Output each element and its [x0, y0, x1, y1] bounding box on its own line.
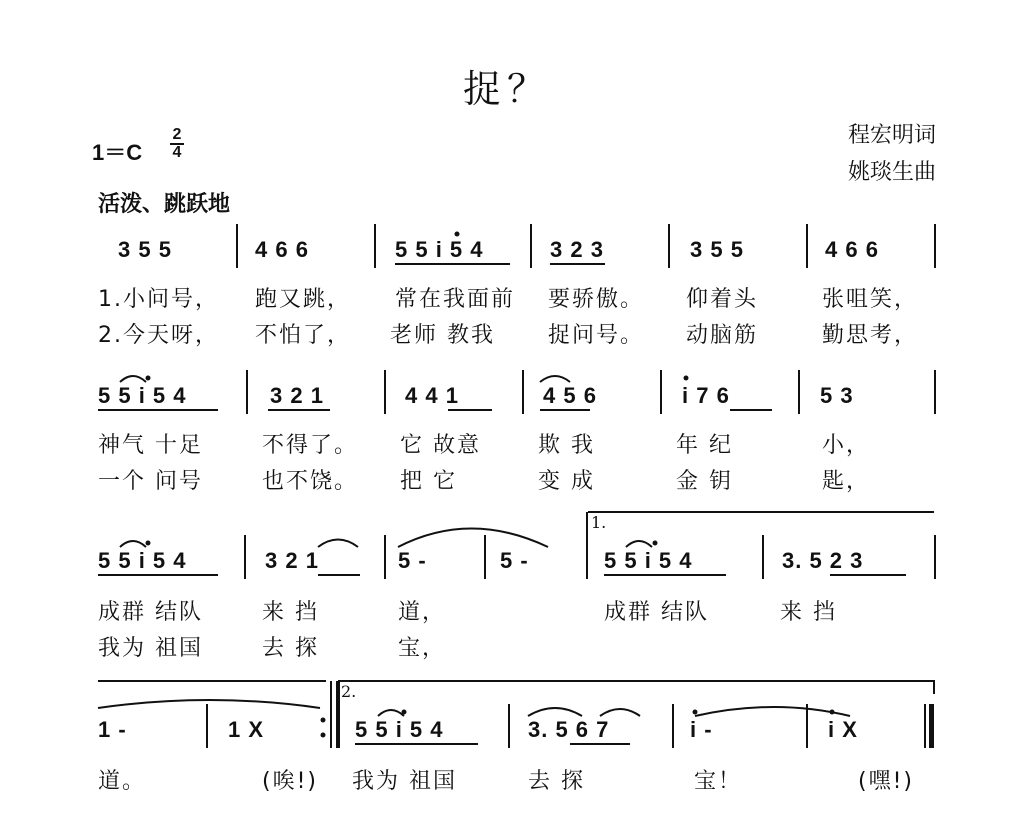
- s2-v1-lyric-6: 小，: [822, 433, 871, 458]
- s1-v2-lyric-6: 勤思考，: [822, 323, 919, 348]
- slur: [318, 540, 358, 548]
- s3-v1-lyric-3: 道，: [398, 600, 447, 625]
- s3-v1-lyric-1: 成群 结队: [98, 600, 203, 625]
- s4-lyric-2: (唉!): [262, 769, 318, 794]
- octave-dot: [684, 376, 689, 381]
- time-signature-top: 2: [172, 126, 182, 143]
- s1-v1-lyric-5: 仰着头: [686, 287, 759, 312]
- s1-v1-lyric-2: 跑又跳，: [255, 287, 352, 312]
- slur: [378, 710, 404, 716]
- slur: [120, 541, 146, 547]
- tempo-mark: 活泼、跳跃地: [98, 192, 231, 217]
- s3-measure-5: 5 5 i 5 4: [604, 548, 693, 573]
- octave-dot: [455, 232, 460, 237]
- s3-v1-lyric-5: 来 挡: [780, 600, 837, 625]
- s3-v2-lyric-1: 我为 祖国: [98, 636, 203, 661]
- s1-v1-lyric-3: 常在我面前: [395, 287, 516, 312]
- s4-measure-4: 3. 5 6 7: [528, 717, 610, 742]
- slur: [398, 529, 548, 548]
- s4-measure-5: i -: [690, 717, 713, 742]
- s1-measure-4: 3 2 3: [550, 237, 604, 262]
- s3-v1-lyric-2: 来 挡: [262, 600, 319, 625]
- s2-v2-lyric-1: 一个 问号: [98, 469, 203, 494]
- octave-dot: [146, 541, 151, 546]
- repeat-dot: [321, 733, 326, 738]
- slur: [528, 708, 582, 716]
- repeat-dot: [321, 718, 326, 723]
- s4-measure-1: 1 -: [98, 717, 127, 742]
- octave-dot: [146, 376, 151, 381]
- s2-measure-5: i 7 6: [682, 383, 730, 408]
- s3-measure-2: 3 2 1: [265, 548, 319, 573]
- s4-lyric-4: 去 探: [528, 769, 585, 794]
- s1-v1-lyric-6: 张咀笑，: [822, 287, 919, 312]
- octave-dot: [402, 710, 407, 715]
- octave-dot: [653, 541, 658, 546]
- s2-v2-lyric-6: 匙，: [822, 469, 871, 494]
- s3-v1-lyric-4: 成群 结队: [604, 600, 709, 625]
- octave-dot: [830, 710, 835, 715]
- s1-v1-lyric-4: 要骄傲。: [548, 287, 645, 312]
- s2-measure-4: 4 5 6: [543, 383, 597, 408]
- volta-2-label: 2.: [341, 682, 357, 701]
- s2-measure-6: 5 3: [820, 383, 854, 408]
- key-signature: 1＝C: [92, 140, 143, 165]
- s2-v2-lyric-3: 把 它: [400, 469, 457, 494]
- s4-measure-2: 1 X: [228, 717, 265, 742]
- s1-v2-lyric-3: 老师 教我: [390, 323, 495, 348]
- s3-v2-lyric-2: 去 探: [262, 636, 319, 661]
- s4-measure-3: 5 5 i 5 4: [355, 717, 444, 742]
- s1-v1-lyric-1: 1.小问号，: [98, 287, 219, 312]
- s4-measure-6: i X: [828, 717, 858, 742]
- s2-measure-3: 4 4 1: [405, 383, 459, 408]
- slur: [120, 376, 146, 382]
- slur: [695, 707, 850, 716]
- composer-credit: 姚琰生曲: [847, 160, 936, 185]
- s3-measure-3: 5 -: [398, 548, 427, 573]
- s2-v2-lyric-5: 金 钥: [676, 469, 733, 494]
- song-title: 捉？: [462, 67, 551, 111]
- s1-measure-1: 3 5 5: [118, 237, 172, 262]
- s1-v2-lyric-1: 2.今天呀，: [98, 323, 219, 348]
- s3-v2-lyric-3: 宝，: [398, 636, 447, 661]
- s2-measure-1: 5 5 i 5 4: [98, 383, 187, 408]
- s2-v1-lyric-2: 不得了。: [262, 433, 359, 458]
- slur: [540, 376, 570, 382]
- s1-v2-lyric-2: 不怕了，: [255, 323, 352, 348]
- s4-lyric-3: 我为 祖国: [352, 769, 457, 794]
- s1-v2-lyric-4: 捉问号。: [548, 323, 645, 348]
- s4-lyric-1: 道。: [98, 769, 147, 794]
- octave-dot: [693, 710, 698, 715]
- s1-measure-2: 4 6 6: [255, 237, 309, 262]
- volta-2-bracket: [338, 681, 934, 694]
- s2-v1-lyric-1: 神气 十足: [98, 433, 203, 458]
- s2-v1-lyric-5: 年 纪: [676, 433, 733, 458]
- s4-lyric-5: 宝！: [694, 769, 743, 794]
- s1-v2-lyric-5: 动脑筋: [686, 323, 759, 348]
- lyricist-credit: 程宏明词: [847, 123, 936, 148]
- volta-1-label: 1.: [591, 513, 607, 532]
- slur: [98, 700, 320, 708]
- s4-lyric-6: (嘿!): [858, 769, 914, 794]
- time-signature-bottom: 4: [172, 144, 182, 161]
- s3-measure-6: 3. 5 2 3: [782, 548, 864, 573]
- s3-measure-1: 5 5 i 5 4: [98, 548, 187, 573]
- slur: [600, 709, 640, 716]
- s3-measure-4: 5 -: [500, 548, 529, 573]
- s1-measure-3: 5 5 i 5 4: [395, 237, 484, 262]
- s1-measure-6: 4 6 6: [825, 237, 879, 262]
- s2-v2-lyric-4: 变 成: [538, 469, 595, 494]
- s2-measure-2: 3 2 1: [270, 383, 324, 408]
- slur: [626, 541, 652, 547]
- s2-v2-lyric-2: 也不饶。: [262, 469, 359, 494]
- s2-v1-lyric-4: 欺 我: [538, 433, 595, 458]
- s1-measure-5: 3 5 5: [690, 237, 744, 262]
- s2-v1-lyric-3: 它 故意: [400, 433, 481, 458]
